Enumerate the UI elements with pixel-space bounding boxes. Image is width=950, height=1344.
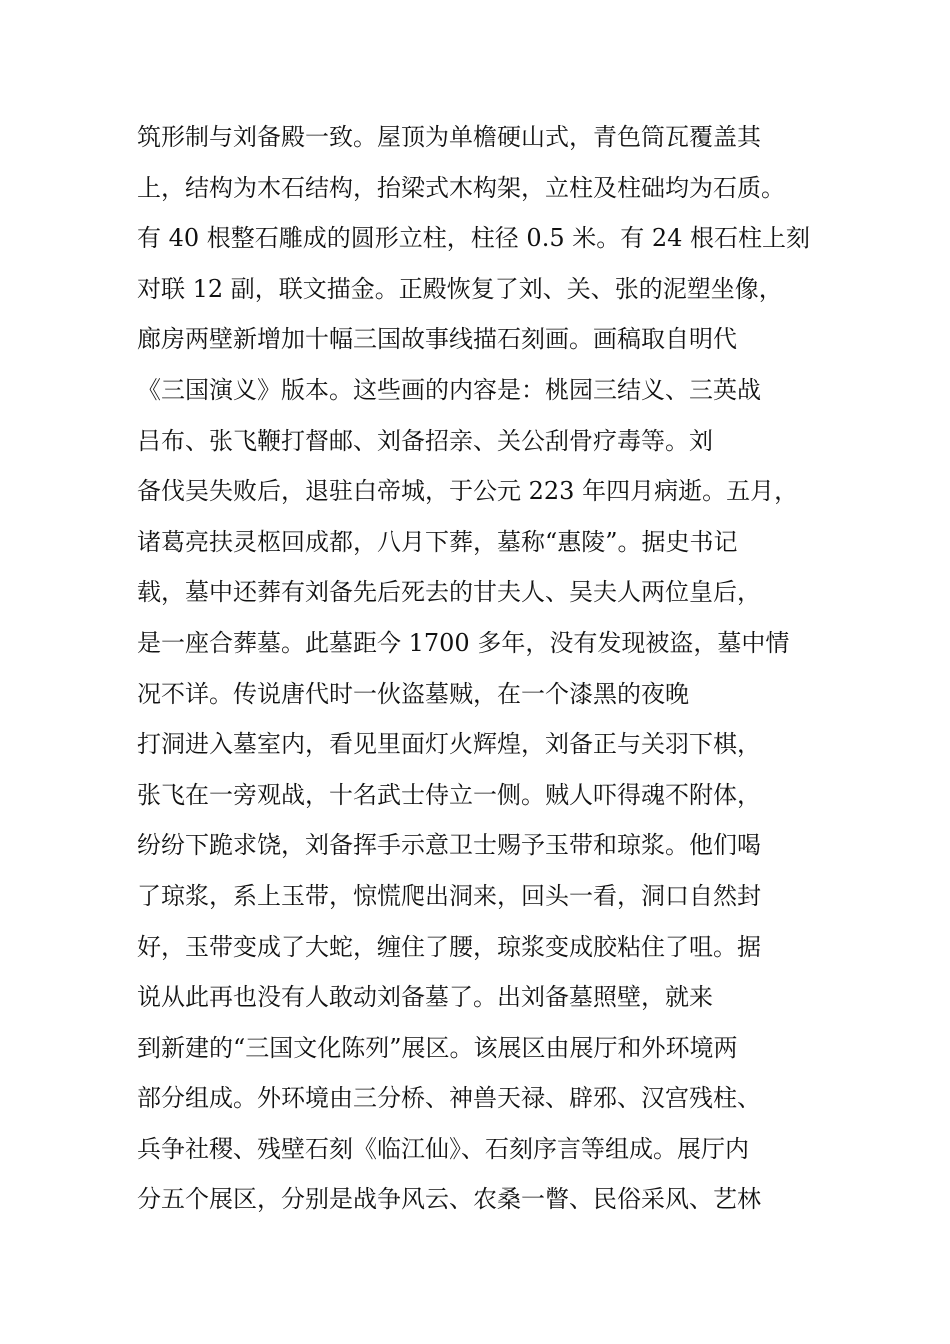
text-line: 上，结构为木石结构，抬梁式木构架，立柱及柱础均为石质。 (137, 173, 785, 202)
body-text (137, 112, 837, 1225)
text-line: 吕布、张飞鞭打督邮、刘备招亲、关公刮骨疗毒等。刘 (137, 426, 713, 455)
text-line: 有 40 根整石雕成的圆形立柱，柱径 0.5 米。有 24 根石柱上刻 (137, 224, 811, 253)
text-line: 是一座合葬墓。此墓距今 1700 多年，没有发现被盗，墓中情 (137, 628, 790, 657)
text-line: 诸葛亮扶灵柩回成都，八月下葬，墓称“惠陵”。据史书记 (137, 527, 738, 556)
text-line: 兵争社稷、残壁石刻《临江仙》、石刻序言等组成。展厅内 (137, 1134, 749, 1163)
text-line: 说从此再也没有人敢动刘备墓了。出刘备墓照壁，就来 (137, 983, 713, 1012)
text-line: 《三国演义》版本。这些画的内容是：桃园三结义、三英战 (137, 375, 761, 404)
text-line: 分五个展区，分别是战争风云、农桑一瞥、民俗采风、艺林 (137, 1185, 761, 1214)
text-line: 打洞进入墓室内，看见里面灯火辉煌，刘备正与关羽下棋， (137, 730, 761, 759)
text-line: 了琼浆，系上玉带，惊慌爬出洞来，回头一看，洞口自然封 (137, 881, 761, 910)
text-line: 部分组成。外环境由三分桥、神兽天禄、辟邪、汉宫残柱、 (137, 1084, 761, 1113)
text-line: 到新建的“三国文化陈列”展区。该展区由展厅和外环境两 (137, 1033, 738, 1062)
text-line: 廊房两壁新增加十幅三国故事线描石刻画。画稿取自明代 (137, 325, 737, 354)
text-line: 筑形制与刘备殿一致。屋顶为单檐硬山式，青色筒瓦覆盖其 (137, 123, 761, 151)
text-line: 对联 12 副，联文描金。正殿恢复了刘、关、张的泥塑坐像， (137, 274, 783, 303)
text-line: 纷纷下跪求饶，刘备挥手示意卫士赐予玉带和琼浆。他们喝 (137, 831, 761, 860)
text-line: 备伐吴失败后，退驻白帝城，于公元 223 年四月病逝。五月， (137, 477, 799, 506)
text-line: 张飞在一旁观战，十名武士侍立一侧。贼人吓得魂不附体， (137, 780, 761, 809)
text-line: 况不详。传说唐代时一伙盗墓贼，在一个漆黑的夜晚 (137, 679, 689, 708)
text-line: 载，墓中还葬有刘备先后死去的甘夫人、吴夫人两位皇后， (137, 578, 761, 607)
text-line: 好，玉带变成了大蛇，缠住了腰，琼浆变成胶粘住了咀。据 (137, 932, 761, 961)
